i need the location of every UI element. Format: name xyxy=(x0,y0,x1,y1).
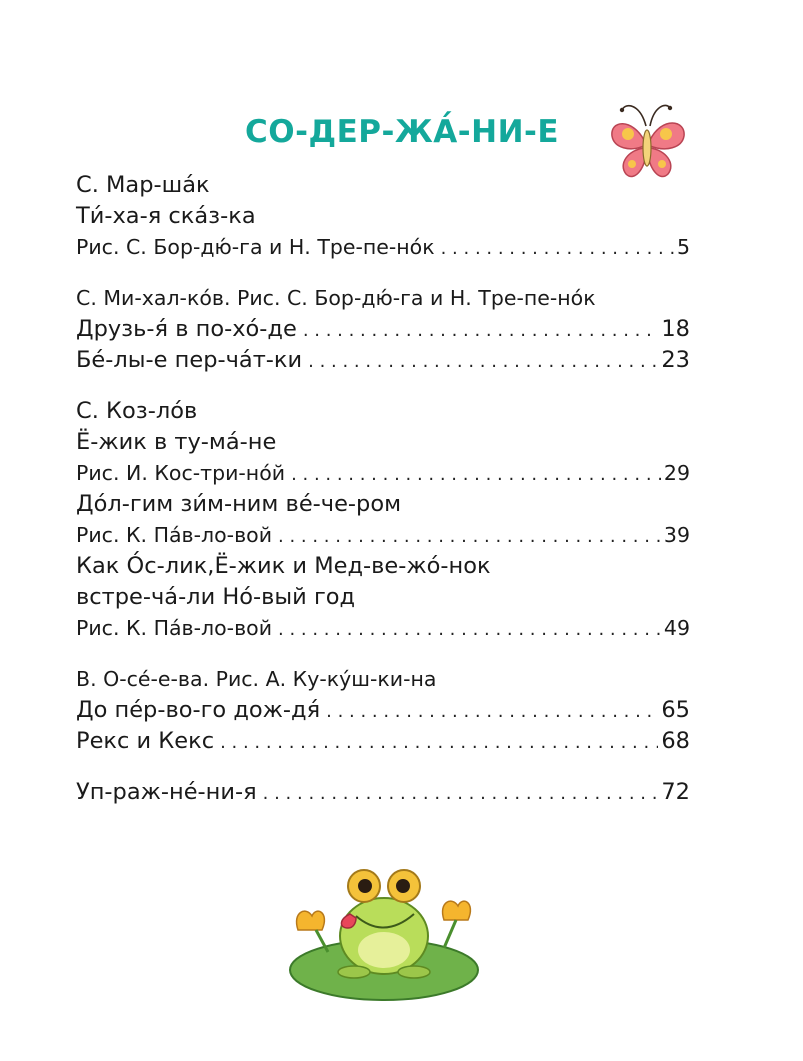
toc-heading-line xyxy=(76,396,690,427)
toc-entry xyxy=(76,345,690,376)
section-gap xyxy=(76,376,690,396)
toc-entry xyxy=(76,314,690,345)
toc-entry-text: Уп-раж-не́-ни-я xyxy=(76,779,257,805)
toc-entry-text: Рис. С. Бор-дю́-га и Н. Тре-пе-но́к xyxy=(76,235,435,259)
dot-leader xyxy=(278,614,661,645)
section-gap xyxy=(76,757,690,777)
frog-icon xyxy=(276,852,489,1010)
toc-entry-text: С. Ми-хал-ко́в. Рис. С. Бор-дю́-га и Н. Тре-пе-но́к xyxy=(76,286,596,310)
dot-leader xyxy=(441,233,674,264)
toc-heading-line xyxy=(76,489,690,520)
section-gap xyxy=(76,644,690,664)
toc-entry-text: Ё-жик в ту-ма́-не xyxy=(76,429,277,455)
dot-leader xyxy=(308,346,658,377)
toc-entry-text: Рис. И. Кос-три-но́й xyxy=(76,461,286,485)
toc-entry xyxy=(76,726,690,757)
toc-entry-text: Рекс и Кекс xyxy=(76,728,215,754)
toc-entry-text: Рис. К. Па́в-ло-вой xyxy=(76,523,273,547)
page-number: 68 xyxy=(661,728,690,754)
toc-entry xyxy=(76,232,690,263)
toc-entry-text: Рис. К. Па́в-ло-вой xyxy=(76,616,273,640)
section-gap xyxy=(76,263,690,283)
page-number: 5 xyxy=(676,235,690,259)
dot-leader xyxy=(263,778,659,809)
table-of-contents xyxy=(76,170,690,808)
toc-entry xyxy=(76,520,690,551)
dot-leader xyxy=(326,696,658,727)
toc-entry-text: Друзь-я́ в по-хо́-де xyxy=(76,316,297,342)
toc-entry-text: Ти́-ха-я ска́з-ка xyxy=(76,203,256,229)
toc-entry xyxy=(76,458,690,489)
toc-heading-line xyxy=(76,664,690,695)
page-number: 49 xyxy=(663,616,690,640)
dot-leader xyxy=(291,459,661,490)
toc-entry xyxy=(76,613,690,644)
toc-heading-line xyxy=(76,427,690,458)
toc-heading-line xyxy=(76,283,690,314)
page-number: 39 xyxy=(663,523,690,547)
page-number: 18 xyxy=(661,316,690,342)
toc-entry-text: До́л-гим зи́м-ним ве́-че-ром xyxy=(76,491,402,517)
page-number: 29 xyxy=(663,461,690,485)
toc-entry xyxy=(76,695,690,726)
toc-heading-line xyxy=(76,582,690,613)
dot-leader xyxy=(220,727,658,758)
dot-leader xyxy=(303,315,659,346)
toc-entry-text: До пе́р-во-го дож-дя́ xyxy=(76,697,321,723)
toc-entry-text: В. О-се́-е-ва. Рис. А. Ку-ку́ш-ки-на xyxy=(76,667,437,691)
page-number: 65 xyxy=(661,697,690,723)
page-title: СО-ДЕР-ЖА́-НИ-Е xyxy=(245,114,560,150)
toc-entry-text: Как О́с-лик,Ё-жик и Мед-ве-жо́-нок xyxy=(76,553,491,579)
toc-entry-text: встре-ча́-ли Но́-вый год xyxy=(76,584,356,610)
toc-entry xyxy=(76,777,690,808)
toc-heading-line xyxy=(76,170,690,201)
toc-entry-text: С. Коз-ло́в xyxy=(76,398,198,424)
toc-heading-line xyxy=(76,201,690,232)
page-number: 23 xyxy=(661,347,690,373)
dot-leader xyxy=(278,521,661,552)
page-number: 72 xyxy=(661,779,690,805)
toc-entry-text: С. Мар-ша́к xyxy=(76,172,210,198)
toc-heading-line xyxy=(76,551,690,582)
toc-entry-text: Бе́-лы-е пер-ча́т-ки xyxy=(76,347,303,373)
